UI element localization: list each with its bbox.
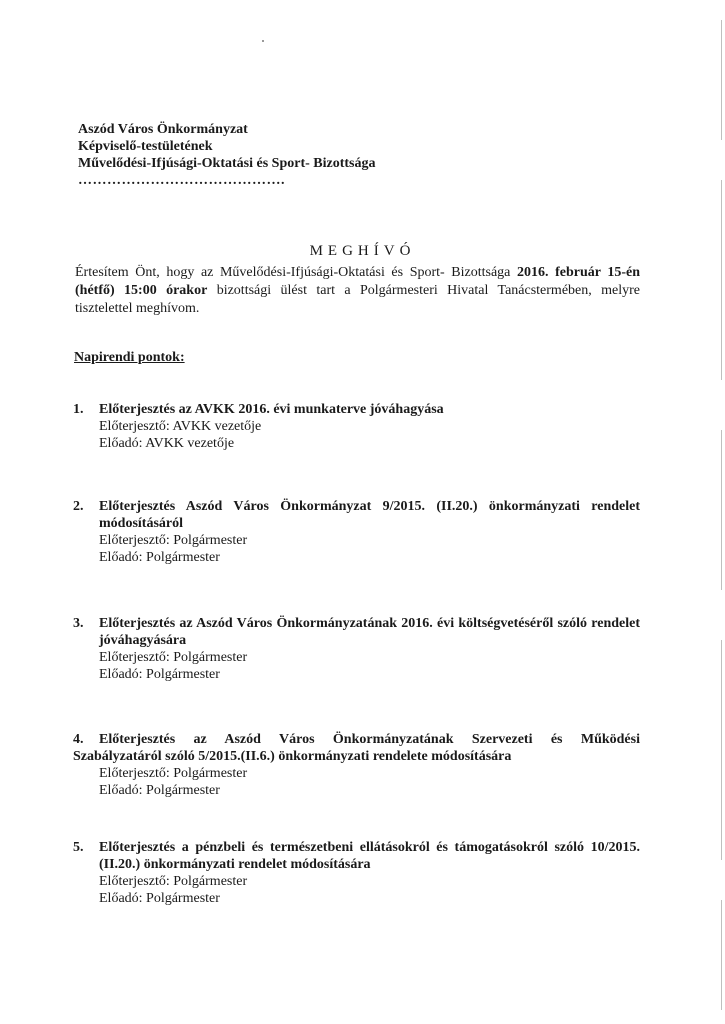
header-line-body: Képviselő-testületének: [78, 139, 213, 154]
scan-speck: [262, 40, 264, 42]
header-line-municipality: Aszód Város Önkormányzat: [78, 122, 248, 137]
intro-text-end: bizottsági ülést tart a Polgármesteri Hivatal Tanácstermében, melyre tisztelettel meghívom.: [75, 283, 640, 316]
agenda-item-title: Előterjesztés az Aszód Város Önkormányzatának 2016. évi költségvetéséről szóló rendelet jóváhagyására: [99, 616, 640, 648]
scan-edge-mark: [721, 180, 722, 380]
agenda-item-number: 1.: [73, 402, 84, 417]
agenda-item-presenter: Előterjesztő: Polgármester: [99, 650, 248, 665]
agenda-item-speaker: Előadó: Polgármester: [99, 783, 220, 798]
header-dotted-line: …………………………………….: [78, 173, 285, 188]
agenda-item: [73, 401, 640, 452]
document-title: MEGHÍVÓ: [309, 243, 416, 259]
scan-edge-mark: [721, 20, 722, 140]
agenda-item-presenter: Előterjesztő: Polgármester: [99, 874, 248, 889]
agenda-item-number: 3.: [73, 616, 84, 631]
agenda-item-speaker: Előadó: AVKK vezetője: [99, 436, 235, 451]
scan-edge-mark: [721, 430, 722, 590]
agenda-item-speaker: Előadó: Polgármester: [99, 891, 220, 906]
agenda-item-presenter: Előterjesztő: Polgármester: [99, 766, 248, 781]
agenda-item-presenter: Előterjesztő: AVKK vezetője: [99, 419, 262, 434]
agenda-item: [73, 731, 640, 799]
agenda-item: [73, 839, 640, 907]
agenda-item-speaker: Előadó: Polgármester: [99, 550, 220, 565]
scan-edge-mark: [721, 900, 722, 1010]
agenda-item-title: Előterjesztés az AVKK 2016. évi munkaterve jóváhagyása: [99, 402, 444, 417]
agenda-item-speaker: Előadó: Polgármester: [99, 667, 220, 682]
header-line-committee: Művelődési-Ifjúsági-Oktatási és Sport- Bizottsága: [78, 156, 376, 171]
agenda-item-title: Előterjesztés Aszód Város Önkormányzat 9/2015. (II.20.) önkormányzati rendelet módosításáról: [99, 499, 640, 531]
agenda-item-presenter: Előterjesztő: Polgármester: [99, 533, 248, 548]
agenda-item-title: Előterjesztés a pénzbeli és természetbeni ellátásokról és támogatásokról szóló 10/2015. (II.20.) önkormányzati rendelet módosítására: [99, 840, 640, 872]
scan-edge-mark: [721, 640, 722, 860]
intro-date-time: 2016. február 15-én (hétfő) 15:00 órakor: [75, 265, 640, 298]
agenda-item-title-line-2: Szabályzatáról szóló 5/2015.(II.6.) önkormányzati rendelete módosítására: [73, 749, 512, 764]
agenda-item-number: 4.: [73, 732, 84, 747]
agenda-item-number: 5.: [73, 840, 84, 855]
agenda-heading: Napirendi pontok:: [74, 350, 185, 365]
intro-paragraph: [75, 264, 640, 318]
intro-text-start: Értesítem Önt, hogy az Művelődési-Ifjúsági-Oktatási és Sport- Bizottsága: [75, 265, 517, 280]
agenda-item-number: 2.: [73, 499, 84, 514]
letter-header: [78, 121, 376, 189]
agenda-item-title-line-1: Előterjesztés az Aszód Város Önkormányzatának Szervezeti és Működési: [99, 732, 640, 747]
agenda-item: [73, 615, 640, 683]
agenda-item: [73, 498, 640, 566]
